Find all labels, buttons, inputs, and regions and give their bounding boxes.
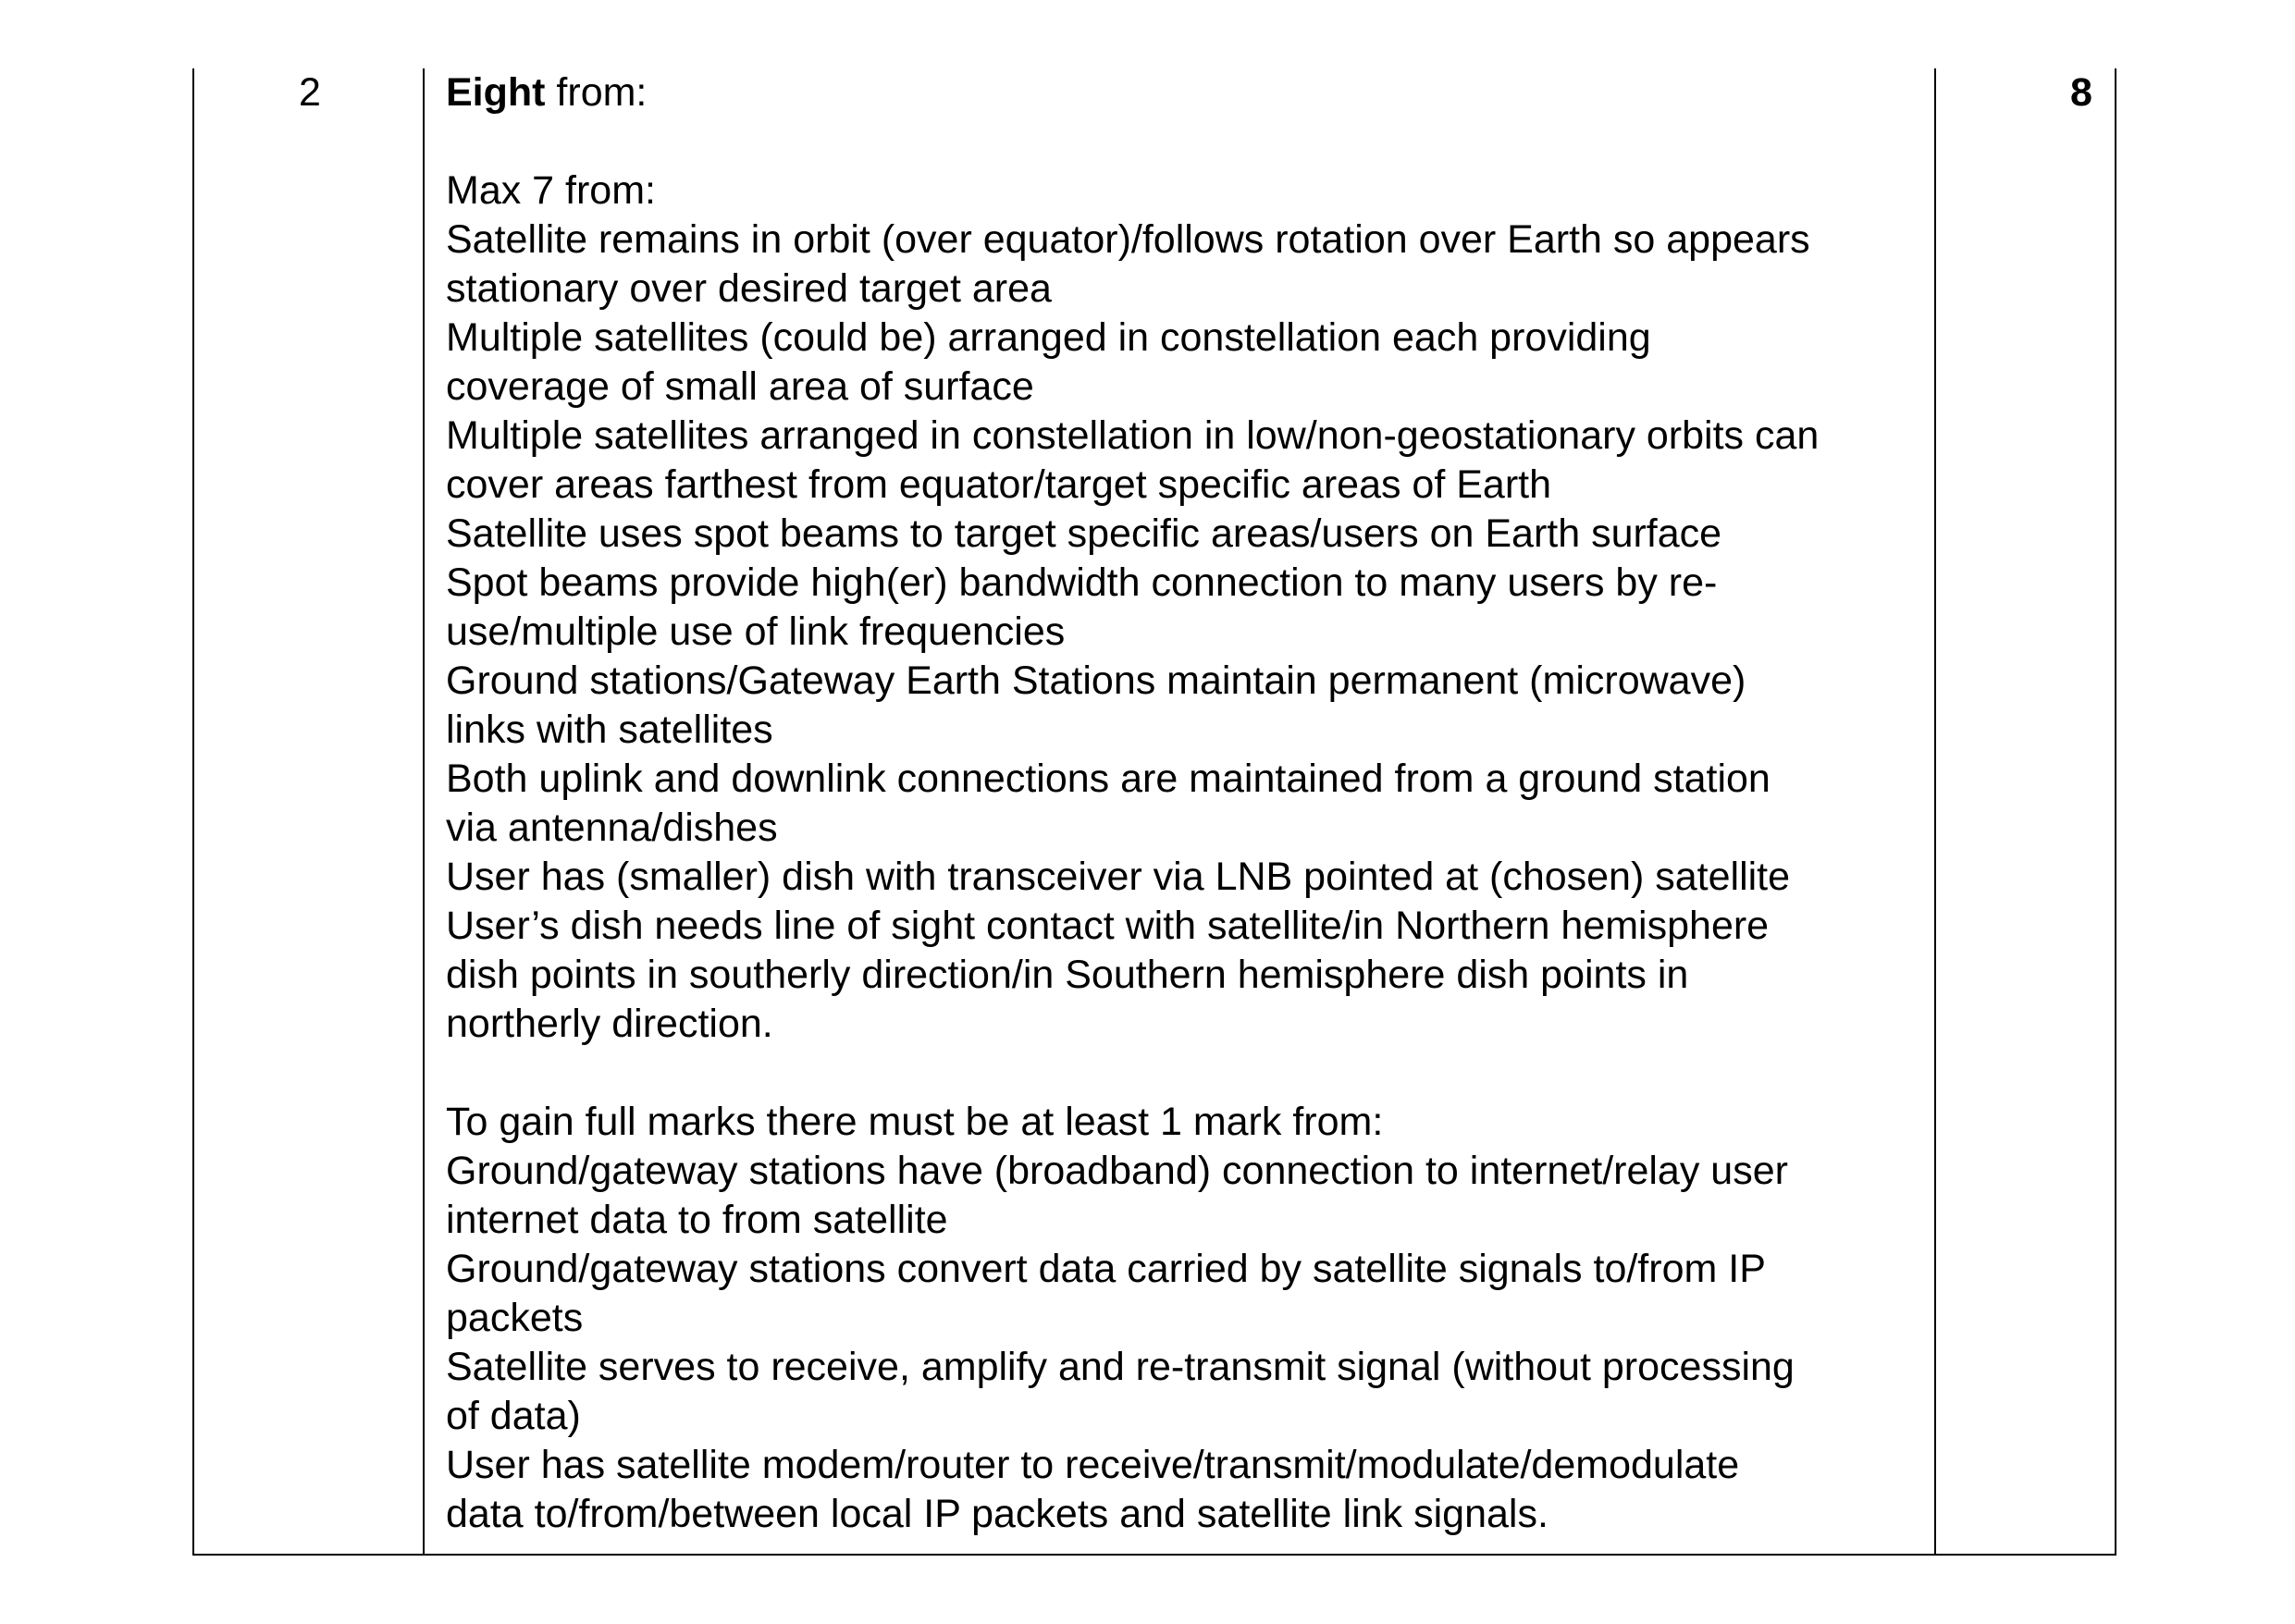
table-divider-question xyxy=(423,68,425,1556)
answer-cell xyxy=(446,68,1944,1539)
answer-line: Ground stations/Gateway Earth Stations maintain permanent (microwave) xyxy=(446,658,1746,703)
answer-line: use/multiple use of link frequencies xyxy=(446,609,1066,654)
intro-bold: Eight xyxy=(446,70,546,115)
intro-rest: from: xyxy=(545,70,648,115)
answer-line: coverage of small area of surface xyxy=(446,364,1034,409)
answer-line: dish points in southerly direction/in Southern hemisphere dish points in xyxy=(446,953,1689,997)
table-border-left xyxy=(192,68,194,1556)
table-border-bottom xyxy=(192,1554,2116,1556)
answer-line: of data) xyxy=(446,1394,581,1438)
answer-line: Satellite remains in orbit (over equator)/follows rotation over Earth so appears xyxy=(446,217,1810,262)
answer-line: Both uplink and downlink connections are maintained from a ground station xyxy=(446,757,1771,801)
section2-lines xyxy=(446,1147,1944,1539)
answer-line: User has (smaller) dish with transceiver via LNB pointed at (chosen) satellite xyxy=(446,855,1791,899)
section2-heading: To gain full marks there must be at least 1 mark from: xyxy=(446,1100,1384,1144)
intro-line xyxy=(446,68,1944,117)
answer-line: User’s dish needs line of sight contact with satellite/in Northern hemisphere xyxy=(446,904,1770,948)
table-border-right xyxy=(2115,68,2116,1556)
question-number: 2 xyxy=(299,70,321,115)
answer-line: stationary over desired target area xyxy=(446,266,1052,311)
answer-line: via antenna/dishes xyxy=(446,806,778,850)
answer-line: Multiple satellites arranged in constellation in low/non-geostationary orbits can xyxy=(446,413,1820,458)
marks-value: 8 xyxy=(2070,70,2092,115)
answer-line: Spot beams provide high(er) bandwidth connection to many users by re- xyxy=(446,560,1718,605)
answer-line: Satellite uses spot beams to target specific areas/users on Earth surface xyxy=(446,511,1722,556)
answer-line: data to/from/between local IP packets and satellite link signals. xyxy=(446,1492,1549,1536)
answer-line: links with satellites xyxy=(446,707,773,752)
answer-line: Ground/gateway stations have (broadband) connection to internet/relay user xyxy=(446,1149,1788,1193)
spacer xyxy=(446,117,1944,166)
section1-lines xyxy=(446,215,1944,1049)
answer-line: cover areas farthest from equator/target specific areas of Earth xyxy=(446,462,1552,507)
spacer xyxy=(446,1049,1944,1098)
answer-line: internet data to from satellite xyxy=(446,1198,948,1242)
answer-line: Multiple satellites (could be) arranged in constellation each providing xyxy=(446,315,1651,360)
answer-line: northerly direction. xyxy=(446,1002,773,1046)
answer-line: Ground/gateway stations convert data carried by satellite signals to/from IP xyxy=(446,1247,1766,1291)
answer-line: Satellite serves to receive, amplify and re-transmit signal (without processing xyxy=(446,1345,1795,1389)
section1-heading: Max 7 from: xyxy=(446,168,656,213)
answer-line: User has satellite modem/router to receive/transmit/modulate/demodulate xyxy=(446,1443,1740,1487)
answer-line: packets xyxy=(446,1296,584,1340)
